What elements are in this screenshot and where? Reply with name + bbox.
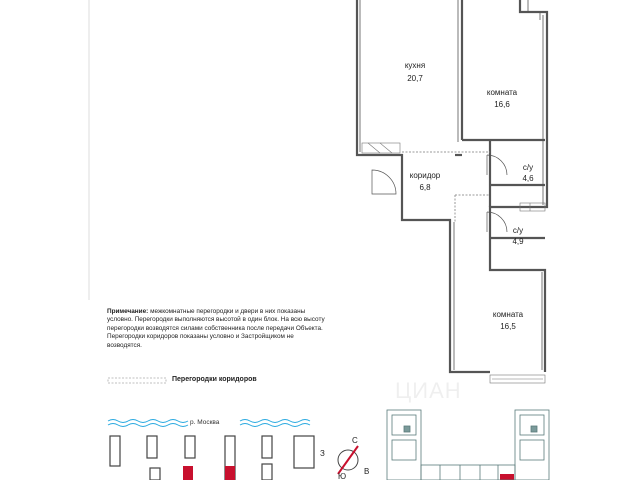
floor-key-plan xyxy=(387,410,549,480)
room-2-name: комната xyxy=(492,310,524,319)
compass-north: С xyxy=(352,436,358,445)
compass-east: В xyxy=(364,467,370,476)
room-kitchen-name: кухня xyxy=(404,61,426,70)
watermark: ЦИАН xyxy=(395,378,462,403)
room-bath2-name: с/у xyxy=(512,226,524,235)
compass-west: З xyxy=(320,449,325,458)
note-text: межкомнатные перегородки и двери в них показаны условно. Перегородки выполняются высотой в один блок. На всю высоту перегородки возводятся силами собственника после передачи Объекта. Перегородки коридоров показаны условно и Застройщиком не возводятся. xyxy=(107,308,325,349)
legend-label: Перегородки коридоров xyxy=(172,376,257,383)
room-bath1-area: 4,6 xyxy=(522,174,534,183)
compass xyxy=(320,436,369,480)
river-label: р. Москва xyxy=(190,419,220,426)
room-corridor-name: коридор xyxy=(409,171,441,180)
site-highlight xyxy=(183,466,514,480)
room-1-area: 16,6 xyxy=(494,100,510,109)
room-kitchen-area: 20,7 xyxy=(407,74,423,83)
room-2-area: 16,5 xyxy=(500,322,516,331)
room-bath2-area: 4,9 xyxy=(512,237,524,246)
note-block xyxy=(107,308,327,350)
compass-south: Ю xyxy=(338,472,347,480)
legend-sample xyxy=(108,378,166,383)
room-corridor-area: 6,8 xyxy=(419,183,431,192)
corridor-partitions xyxy=(402,152,490,222)
note-title: Примечание: xyxy=(107,308,149,315)
windows xyxy=(362,143,545,383)
room-labels xyxy=(405,61,534,331)
room-1-name: комната xyxy=(486,88,518,97)
room-bath1-name: с/у xyxy=(522,163,534,172)
site-buildings xyxy=(110,436,314,480)
